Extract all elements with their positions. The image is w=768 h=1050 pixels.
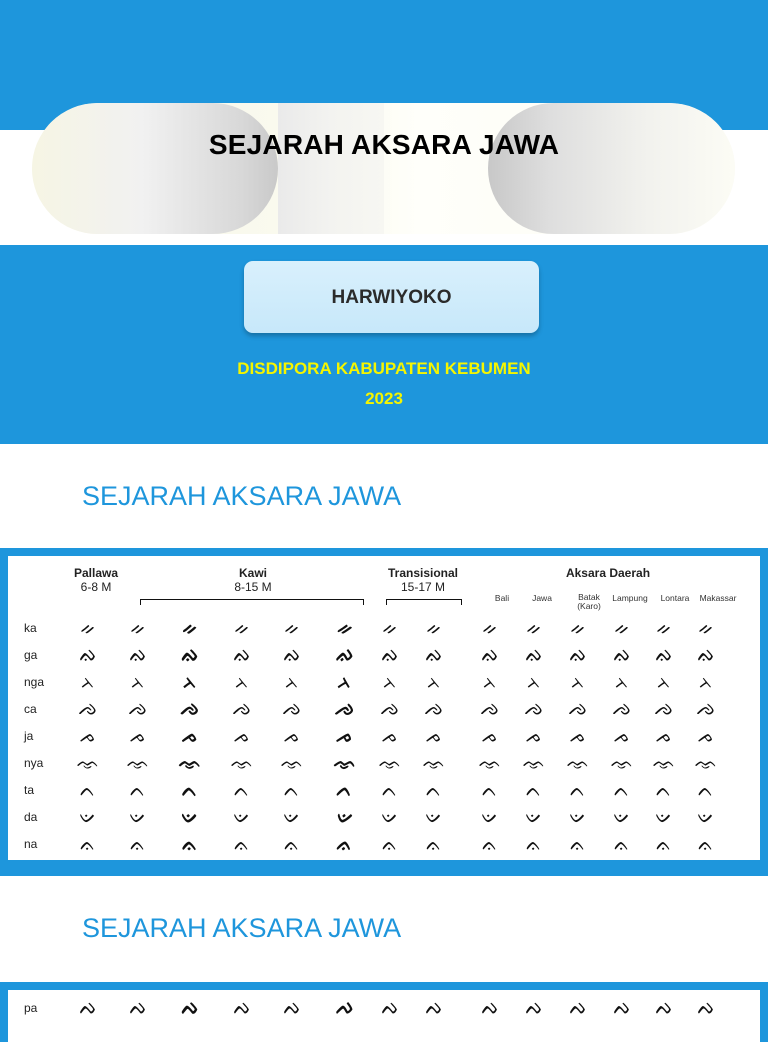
glyph-cell: ᨊ bbox=[656, 834, 672, 855]
glyph-cell: ᨎ bbox=[422, 753, 446, 774]
glyph-cell: ᨁ bbox=[282, 645, 302, 666]
glyph-cell: ᨌ bbox=[696, 699, 716, 720]
glyph-cell: ᨎ bbox=[76, 753, 100, 774]
glyph-cell: ᨁ bbox=[480, 645, 500, 666]
glyph-cell: ᨉ bbox=[335, 807, 353, 828]
glyph-cell: ᨎ bbox=[280, 753, 304, 774]
glyph-cell: ᨊ bbox=[570, 834, 586, 855]
glyph-cell: ᨉ bbox=[481, 807, 499, 828]
glyph-cell: ᨊ bbox=[130, 834, 146, 855]
section-title-2: SEJARAH AKSARA JAWA bbox=[82, 913, 402, 943]
section-title: SEJARAH AKSARA JAWA bbox=[82, 481, 402, 511]
glyph-cell: ᨄ bbox=[424, 998, 444, 1019]
table-row bbox=[8, 616, 760, 643]
glyph-cell: ᨈ bbox=[79, 780, 97, 801]
glyph-cell: ᨈ bbox=[233, 780, 251, 801]
glyph-cell: ᨂ bbox=[130, 672, 146, 693]
glyph-cell: ᨎ bbox=[126, 753, 150, 774]
script-table-frame-2 bbox=[0, 982, 768, 1042]
glyph-cell: ᨂ bbox=[526, 672, 542, 693]
glyph-cell: ᨉ bbox=[129, 807, 147, 828]
glyph-cell: ᨈ bbox=[697, 780, 715, 801]
glyph-cell: ᨀ bbox=[656, 618, 672, 639]
glyph-cell: ᨈ bbox=[181, 780, 199, 801]
col-jawa: Jawa bbox=[532, 593, 552, 603]
glyph-cell: ᨊ bbox=[614, 834, 630, 855]
glyph-cell: ᨍ bbox=[569, 726, 587, 747]
glyph-cell: ᨄ bbox=[128, 998, 148, 1019]
glyph-cell: ᨍ bbox=[181, 726, 199, 747]
glyph-cell: ᨊ bbox=[698, 834, 714, 855]
row-label: nya bbox=[24, 756, 44, 770]
glyph-cell: ᨍ bbox=[335, 726, 353, 747]
row-label: da bbox=[24, 810, 38, 824]
glyph-cell: ᨀ bbox=[130, 618, 146, 639]
glyph-cell: ᨂ bbox=[336, 672, 352, 693]
glyph-cell: ᨈ bbox=[381, 780, 399, 801]
group-title: Pallawa bbox=[73, 566, 119, 580]
glyph-cell: ᨀ bbox=[382, 618, 398, 639]
glyph-cell: ᨈ bbox=[655, 780, 673, 801]
glyph-cell: ᨎ bbox=[332, 753, 356, 774]
year: 2023 bbox=[365, 389, 403, 408]
glyph-cell: ᨄ bbox=[180, 998, 200, 1019]
glyph-cell: ᨄ bbox=[612, 998, 632, 1019]
glyph-cell: ᨂ bbox=[482, 672, 498, 693]
glyph-cell: ᨂ bbox=[614, 672, 630, 693]
glyph-cell: ᨉ bbox=[233, 807, 251, 828]
glyph-cell: ᨄ bbox=[524, 998, 544, 1019]
glyph-cell: ᨄ bbox=[282, 998, 302, 1019]
glyph-cell: ᨍ bbox=[697, 726, 715, 747]
glyph-cell: ᨎ bbox=[610, 753, 634, 774]
glyph-cell: ᨎ bbox=[178, 753, 202, 774]
glyph-cell: ᨌ bbox=[78, 699, 98, 720]
glyph-cell: ᨉ bbox=[283, 807, 301, 828]
glyph-cell: ᨍ bbox=[655, 726, 673, 747]
glyph-cell: ᨂ bbox=[698, 672, 714, 693]
glyph-cell: ᨀ bbox=[80, 618, 96, 639]
glyph-cell: ᨂ bbox=[426, 672, 442, 693]
glyph-cell: ᨁ bbox=[654, 645, 674, 666]
glyph-cell: ᨂ bbox=[382, 672, 398, 693]
glyph-cell: ᨍ bbox=[481, 726, 499, 747]
col-lampung: Lampung bbox=[612, 593, 648, 603]
glyph-cell: ᨉ bbox=[655, 807, 673, 828]
glyph-cell: ᨀ bbox=[336, 618, 352, 639]
glyph-cell: ᨊ bbox=[234, 834, 250, 855]
glyph-cell: ᨁ bbox=[612, 645, 632, 666]
glyph-cell: ᨉ bbox=[569, 807, 587, 828]
glyph-cell: ᨂ bbox=[570, 672, 586, 693]
glyph-cell: ᨂ bbox=[284, 672, 300, 693]
glyph-cell: ᨊ bbox=[182, 834, 198, 855]
script-table-frame bbox=[0, 548, 768, 876]
glyph-cell: ᨍ bbox=[425, 726, 443, 747]
glyph-cell: ᨄ bbox=[334, 998, 354, 1019]
glyph-cell: ᨌ bbox=[282, 699, 302, 720]
glyph-cell: ᨉ bbox=[79, 807, 97, 828]
glyph-cell: ᨌ bbox=[480, 699, 500, 720]
glyph-cell: ᨀ bbox=[482, 618, 498, 639]
glyph-cell: ᨊ bbox=[336, 834, 352, 855]
glyph-cell: ᨁ bbox=[232, 645, 252, 666]
group-period: 15-17 M bbox=[400, 580, 446, 594]
table-row bbox=[8, 778, 760, 805]
glyph-cell: ᨄ bbox=[696, 998, 716, 1019]
table-row bbox=[8, 805, 760, 832]
glyph-cell: ᨉ bbox=[425, 807, 443, 828]
glyph-cell: ᨂ bbox=[80, 672, 96, 693]
glyph-cell: ᨁ bbox=[180, 645, 200, 666]
row-label: na bbox=[24, 837, 38, 851]
col-bali: Bali bbox=[494, 593, 510, 603]
glyph-cell: ᨁ bbox=[524, 645, 544, 666]
glyph-cell: ᨀ bbox=[526, 618, 542, 639]
glyph-cell: ᨊ bbox=[284, 834, 300, 855]
group-title: Kawi bbox=[238, 566, 267, 580]
glyph-cell: ᨈ bbox=[425, 780, 443, 801]
row-label: ja bbox=[24, 729, 34, 743]
table-row bbox=[8, 832, 760, 859]
table-row bbox=[8, 751, 760, 778]
glyph-cell: ᨊ bbox=[482, 834, 498, 855]
group-title: Transisional bbox=[387, 566, 459, 580]
row-label: ca bbox=[24, 702, 37, 716]
glyph-cell: ᨌ bbox=[612, 699, 632, 720]
col-lontara: Lontara bbox=[660, 593, 690, 603]
glyph-cell: ᨎ bbox=[230, 753, 254, 774]
glyph-cell: ᨈ bbox=[335, 780, 353, 801]
glyph-cell: ᨎ bbox=[378, 753, 402, 774]
glyph-cell: ᨁ bbox=[380, 645, 400, 666]
transisional-bracket bbox=[386, 599, 462, 605]
glyph-cell: ᨌ bbox=[654, 699, 674, 720]
glyph-cell: ᨉ bbox=[697, 807, 715, 828]
glyph-cell: ᨀ bbox=[182, 618, 198, 639]
glyph-cell: ᨌ bbox=[334, 699, 354, 720]
glyph-cell: ᨀ bbox=[284, 618, 300, 639]
glyph-cell: ᨈ bbox=[283, 780, 301, 801]
row-label: ga bbox=[24, 648, 38, 662]
glyph-cell: ᨎ bbox=[522, 753, 546, 774]
glyph-cell: ᨀ bbox=[426, 618, 442, 639]
glyph-cell: ᨍ bbox=[233, 726, 251, 747]
glyph-cell: ᨄ bbox=[480, 998, 500, 1019]
row-label: pa bbox=[24, 1001, 38, 1015]
table-row bbox=[8, 697, 760, 724]
glyph-cell: ᨎ bbox=[694, 753, 718, 774]
row-label: ta bbox=[24, 783, 35, 797]
glyph-cell: ᨁ bbox=[78, 645, 98, 666]
glyph-cell: ᨄ bbox=[568, 998, 588, 1019]
group-period: 6-8 M bbox=[80, 580, 112, 594]
row-label: nga bbox=[24, 675, 45, 689]
group-period: 8-15 M bbox=[234, 580, 272, 594]
glyph-cell: ᨂ bbox=[182, 672, 198, 693]
glyph-cell: ᨈ bbox=[481, 780, 499, 801]
glyph-cell: ᨌ bbox=[128, 699, 148, 720]
glyph-cell: ᨍ bbox=[129, 726, 147, 747]
glyph-cell: ᨁ bbox=[424, 645, 444, 666]
glyph-cell: ᨊ bbox=[80, 834, 96, 855]
glyph-cell: ᨀ bbox=[234, 618, 250, 639]
glyph-cell: ᨈ bbox=[569, 780, 587, 801]
glyph-cell: ᨈ bbox=[129, 780, 147, 801]
col-makassar: Makassar bbox=[699, 593, 737, 603]
table-row bbox=[8, 643, 760, 670]
organization: DISDIPORA KABUPATEN KEBUMEN bbox=[237, 359, 531, 378]
table-row bbox=[8, 996, 760, 1023]
glyph-cell: ᨌ bbox=[180, 699, 200, 720]
group-title: Aksara Daerah bbox=[565, 566, 651, 580]
table-row bbox=[8, 670, 760, 697]
glyph-cell: ᨌ bbox=[524, 699, 544, 720]
glyph-cell: ᨉ bbox=[525, 807, 543, 828]
glyph-cell: ᨁ bbox=[128, 645, 148, 666]
glyph-cell: ᨈ bbox=[613, 780, 631, 801]
glyph-cell: ᨉ bbox=[381, 807, 399, 828]
glyph-cell: ᨌ bbox=[232, 699, 252, 720]
glyph-cell: ᨂ bbox=[656, 672, 672, 693]
cover-title: SEJARAH AKSARA JAWA bbox=[208, 129, 560, 160]
scroll-banner bbox=[32, 103, 735, 234]
glyph-cell: ᨍ bbox=[525, 726, 543, 747]
glyph-cell: ᨊ bbox=[382, 834, 398, 855]
glyph-cell: ᨍ bbox=[381, 726, 399, 747]
glyph-cell: ᨊ bbox=[526, 834, 542, 855]
glyph-cell: ᨂ bbox=[234, 672, 250, 693]
glyph-cell: ᨍ bbox=[613, 726, 631, 747]
glyph-cell: ᨎ bbox=[652, 753, 676, 774]
glyph-cell: ᨄ bbox=[654, 998, 674, 1019]
glyph-cell: ᨈ bbox=[525, 780, 543, 801]
cover-slide bbox=[0, 0, 768, 444]
glyph-cell: ᨍ bbox=[283, 726, 301, 747]
glyph-cell: ᨌ bbox=[380, 699, 400, 720]
glyph-cell: ᨀ bbox=[570, 618, 586, 639]
glyph-cell: ᨎ bbox=[566, 753, 590, 774]
glyph-cell: ᨌ bbox=[424, 699, 444, 720]
table-row bbox=[8, 724, 760, 751]
script-table-2 bbox=[8, 990, 760, 1050]
glyph-cell: ᨍ bbox=[79, 726, 97, 747]
author-name: HARWIYOKO bbox=[331, 287, 452, 308]
kawi-bracket bbox=[140, 599, 364, 605]
glyph-cell: ᨀ bbox=[698, 618, 714, 639]
glyph-cell: ᨎ bbox=[478, 753, 502, 774]
glyph-cell: ᨌ bbox=[568, 699, 588, 720]
glyph-cell: ᨉ bbox=[181, 807, 199, 828]
glyph-cell: ᨊ bbox=[426, 834, 442, 855]
glyph-cell: ᨁ bbox=[334, 645, 354, 666]
glyph-cell: ᨄ bbox=[78, 998, 98, 1019]
glyph-cell: ᨀ bbox=[614, 618, 630, 639]
row-label: ka bbox=[24, 621, 37, 635]
script-table bbox=[8, 556, 760, 860]
glyph-cell: ᨄ bbox=[232, 998, 252, 1019]
col-batak: Batak (Karo) bbox=[577, 592, 601, 611]
glyph-cell: ᨁ bbox=[568, 645, 588, 666]
glyph-cell: ᨁ bbox=[696, 645, 716, 666]
glyph-cell: ᨉ bbox=[613, 807, 631, 828]
glyph-cell: ᨄ bbox=[380, 998, 400, 1019]
